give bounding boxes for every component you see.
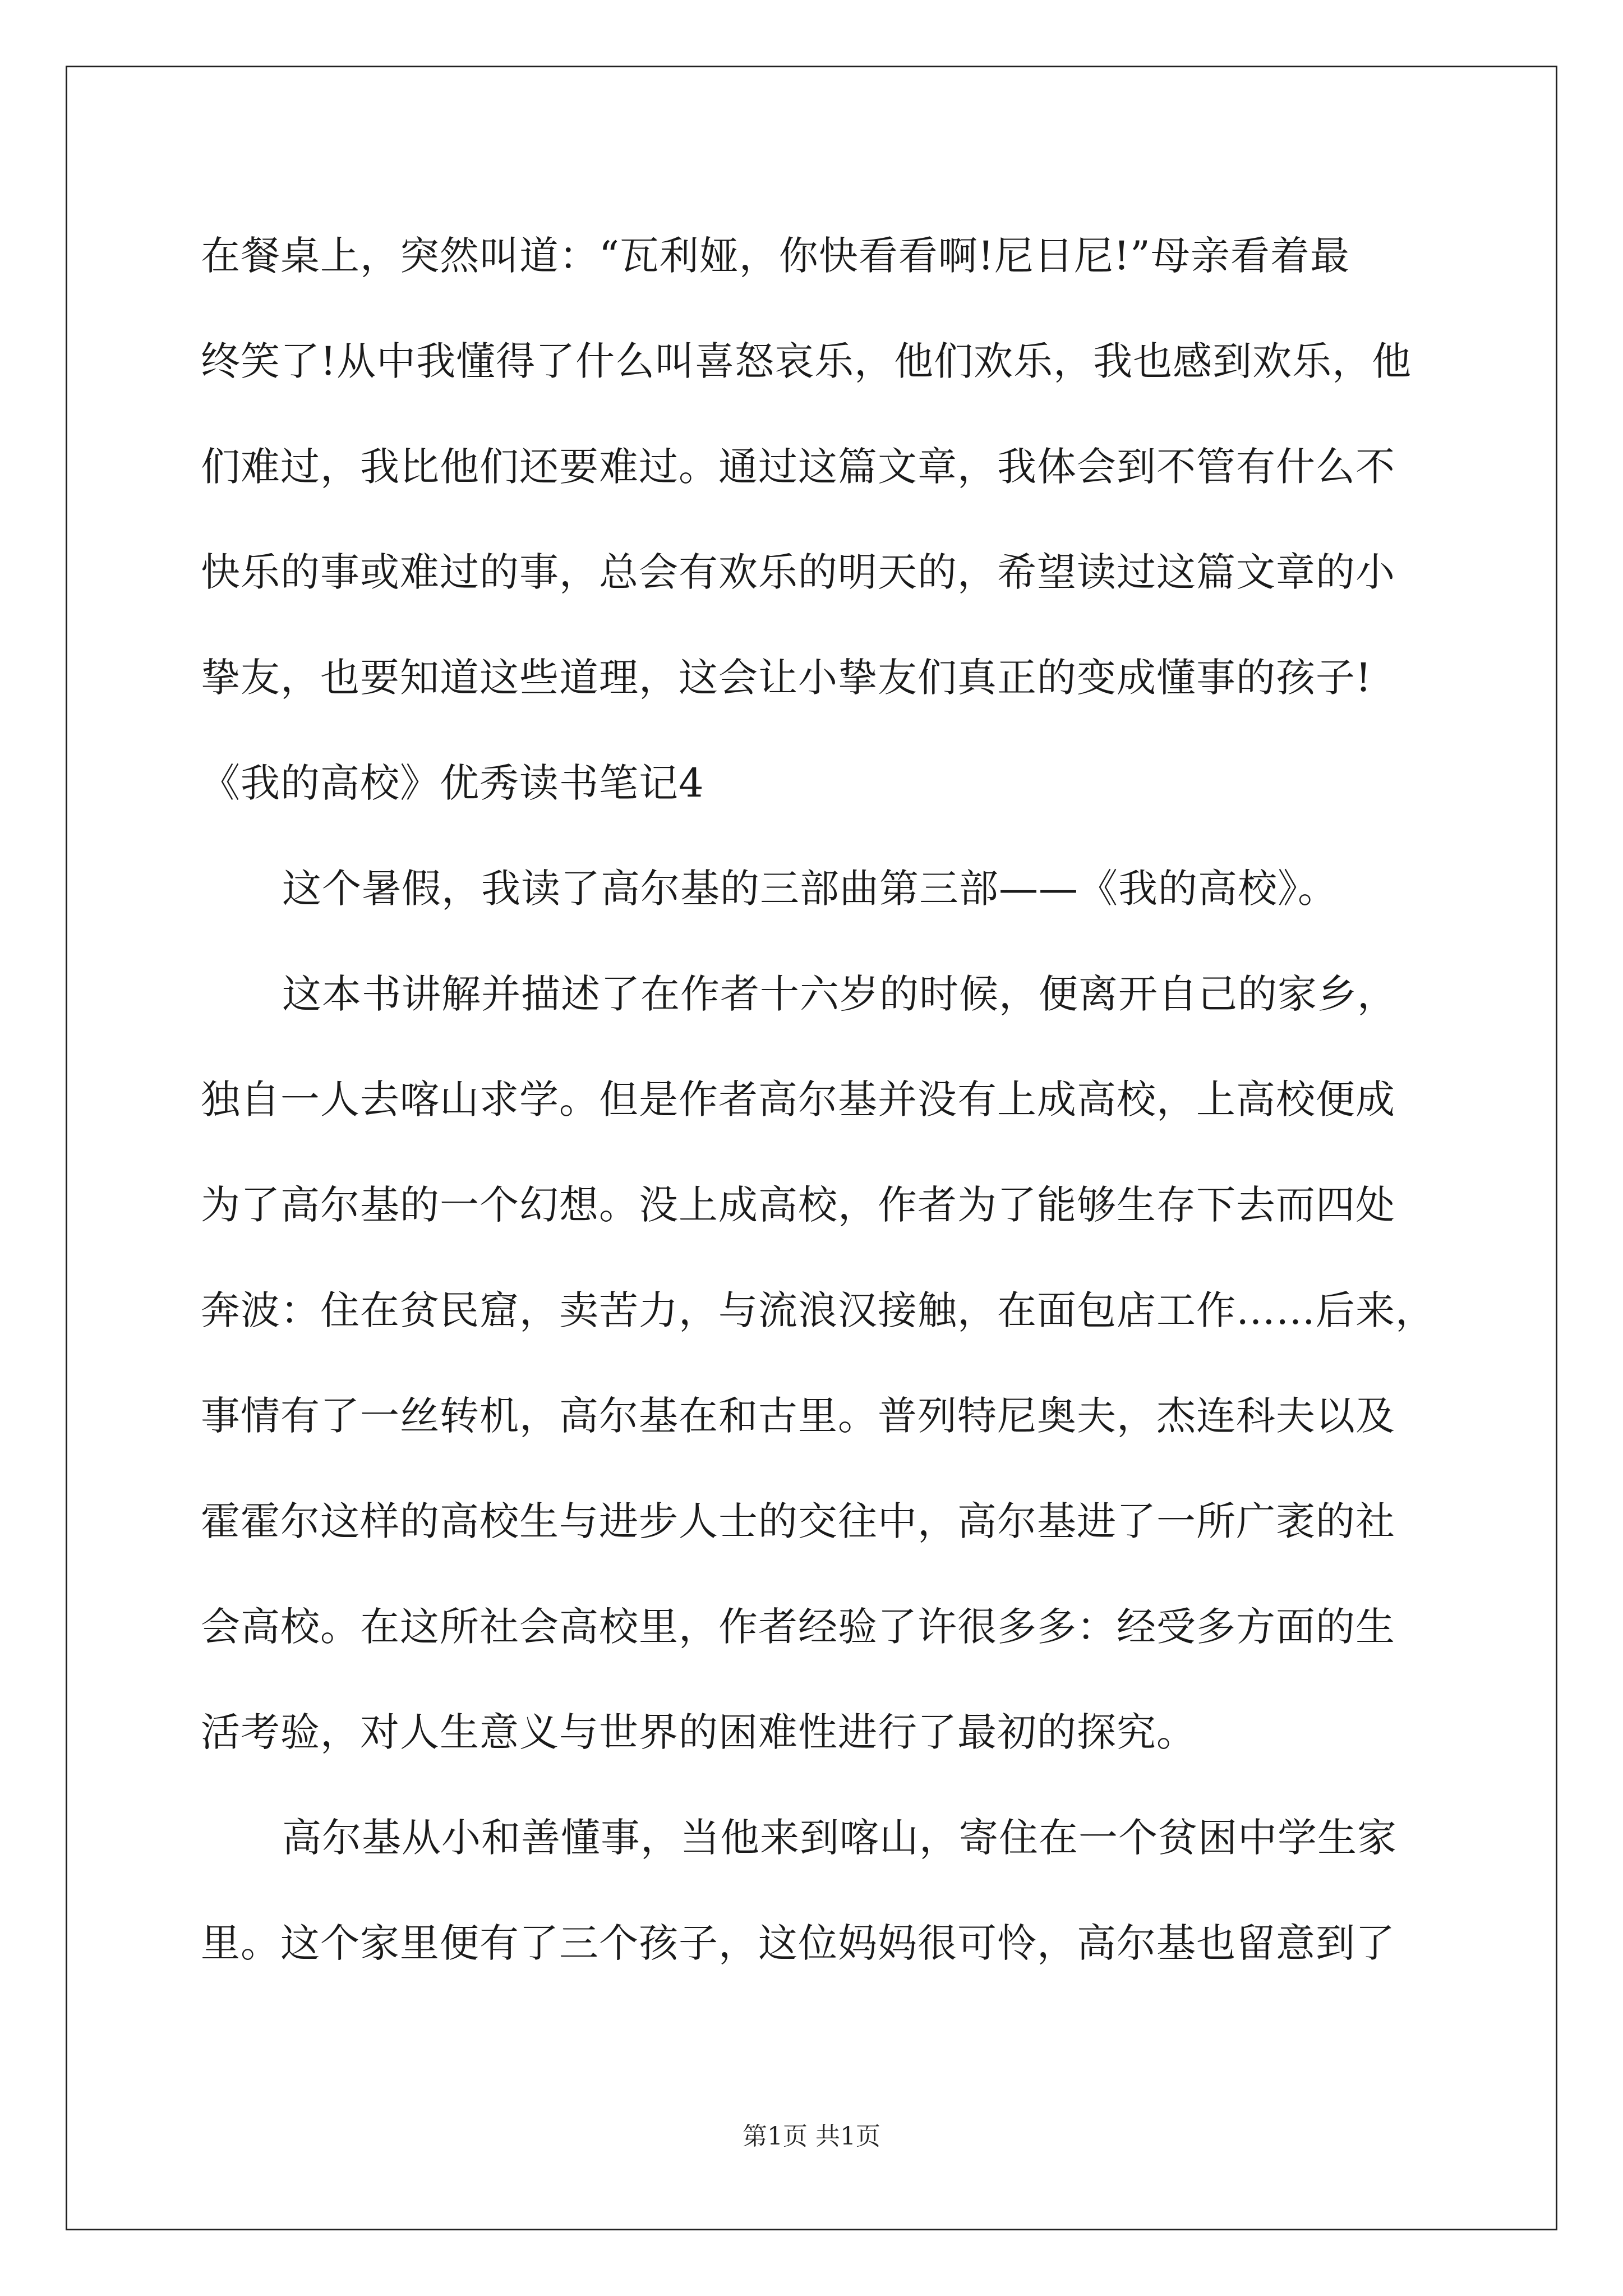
section-heading: 《我的高校》优秀读书笔记4 <box>201 760 704 806</box>
text-line: 事情有了一丝转机，高尔基在和古里。普列特尼奥夫，杰连科夫以及 <box>201 1393 1395 1439</box>
text-line: 霍霍尔这样的高校生与进步人士的交往中，高尔基进了一所广袤的社 <box>201 1498 1395 1544</box>
page-footer: 第1页 共1页 <box>743 2122 880 2151</box>
text-line: 为了高尔基的一个幻想。没上成高校，作者为了能够生存下去而四处 <box>201 1182 1395 1228</box>
text-line: 这个暑假，我读了高尔基的三部曲第三部——《我的高校》。 <box>282 866 1338 912</box>
text-line: 们难过，我比他们还要难过。通过这篇文章，我体会到不管有什么不 <box>201 444 1395 490</box>
text-line: 快乐的事或难过的事，总会有欢乐的明天的，希望读过这篇文章的小 <box>201 549 1395 595</box>
text-line: 挚友，也要知道这些道理，这会让小挚友们真正的变成懂事的孩子! <box>201 655 1372 701</box>
text-line: 奔波：住在贫民窟，卖苦力，与流浪汉接触，在面包店工作……后来， <box>201 1287 1435 1333</box>
text-line: 里。这个家里便有了三个孩子，这位妈妈很可怜，高尔基也留意到了 <box>201 1920 1395 1966</box>
text-line: 这本书讲解并描述了在作者十六岁的时候，便离开自己的家乡， <box>282 971 1397 1017</box>
text-line: 会高校。在这所社会高校里，作者经验了许很多多：经受多方面的生 <box>201 1604 1395 1650</box>
text-line: 高尔基从小和善懂事，当他来到喀山，寄住在一个贫困中学生家 <box>282 1815 1397 1861</box>
document-body <box>201 203 1435 1996</box>
text-line: 终笑了!从中我懂得了什么叫喜怒哀乐，他们欢乐，我也感到欢乐，他 <box>201 338 1412 384</box>
text-line: 活考验，对人生意义与世界的困难性进行了最初的探究。 <box>201 1709 1196 1755</box>
text-line: 在餐桌上，突然叫道：“瓦利娅，你快看看啊!尼日尼!”母亲看着最 <box>201 233 1350 279</box>
text-line: 独自一人去喀山求学。但是作者高尔基并没有上成高校，上高校便成 <box>201 1076 1395 1122</box>
